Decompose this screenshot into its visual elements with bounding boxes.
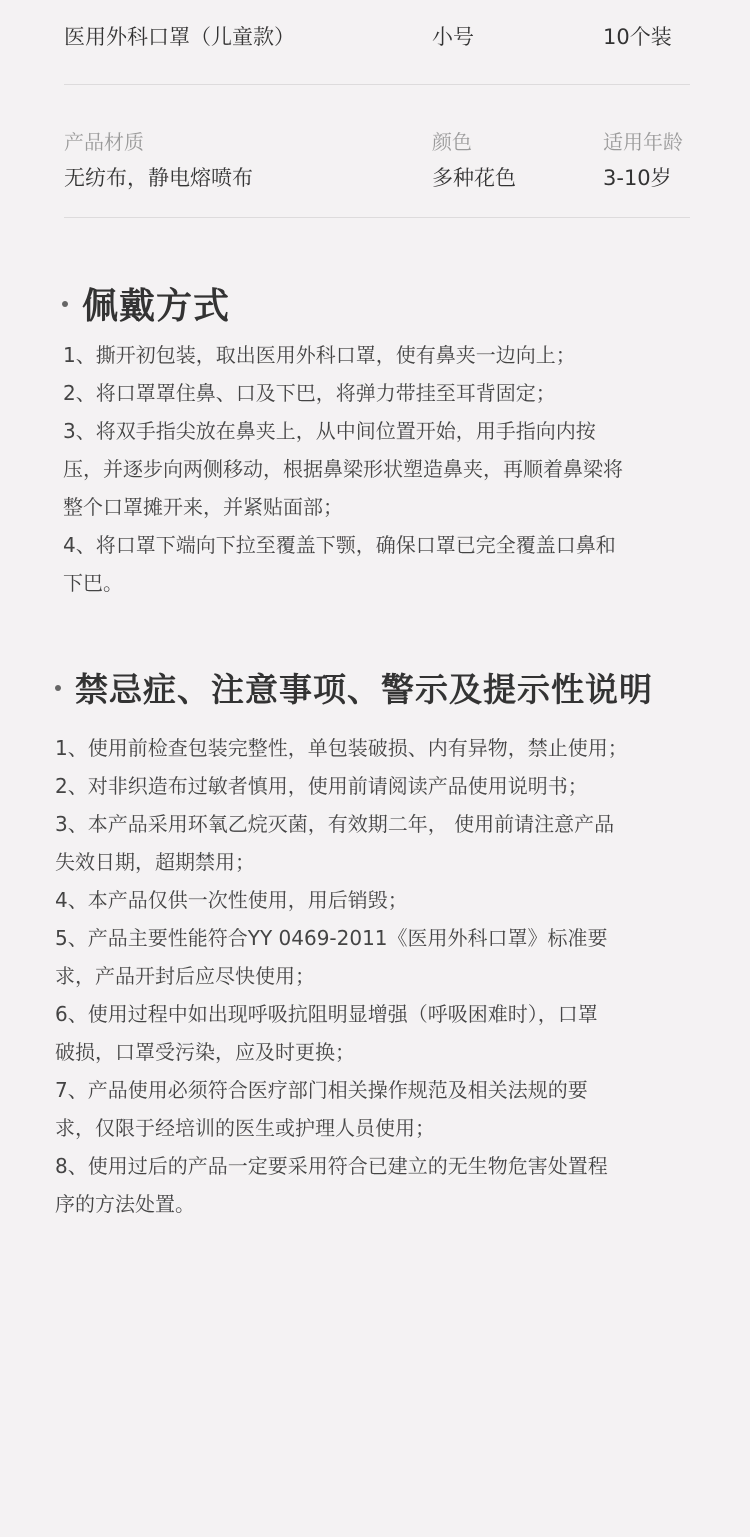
spec-value-age: 3-10岁: [603, 166, 672, 190]
spec-value-material: 无纺布，静电熔喷布: [64, 166, 253, 190]
bullet-dot: [55, 685, 61, 691]
spec-label-age: 适用年龄: [603, 130, 683, 154]
spec-value-name: 医用外科口罩（儿童款）: [64, 25, 295, 49]
wearing-line: 4、将口罩下端向下拉至覆盖下颚，确保口罩已完全覆盖口鼻和: [63, 533, 616, 557]
wearing-line: 1、撕开初包装，取出医用外科口罩，使有鼻夹一边向上；: [63, 343, 576, 367]
wearing-instructions: [63, 336, 623, 602]
warnings-list: [55, 729, 628, 1223]
warning-line: 7、产品使用必须符合医疗部门相关操作规范及相关法规的要: [55, 1078, 588, 1102]
warning-line: 5、产品主要性能符合YY 0469-2011《医用外科口罩》标准要: [55, 926, 608, 950]
spec-value-quantity: 10个装: [603, 25, 672, 49]
spec-row-2: [64, 85, 690, 218]
warnings-section-title: [55, 664, 653, 711]
warning-line: 4、本产品仅供一次性使用，用后销毁；: [55, 888, 408, 912]
wearing-title-text: 佩戴方式: [82, 286, 231, 327]
warnings-title-text: 禁忌症、注意事项、警示及提示性说明: [75, 670, 653, 709]
warning-line: 6、使用过程中如出现呼吸抗阻明显增强（呼吸困难时），口罩: [55, 1002, 598, 1026]
warning-line: 3、本产品采用环氧乙烷灭菌，有效期二年， 使用前请注意产品: [55, 812, 615, 836]
wearing-line: 整个口罩摊开来，并紧贴面部；: [63, 495, 343, 519]
spec-label-color: 颜色: [432, 130, 472, 154]
wearing-line: 下巴。: [63, 571, 123, 595]
warning-line: 8、使用过后的产品一定要采用符合已建立的无生物危害处置程: [55, 1154, 608, 1178]
warning-line: 1、使用前检查包装完整性，单包装破损、内有异物，禁止使用；: [55, 736, 628, 760]
spec-row-1: [64, 0, 690, 85]
warning-line: 序的方法处置。: [55, 1192, 195, 1216]
warning-line: 2、对非织造布过敏者慎用，使用前请阅读产品使用说明书；: [55, 774, 588, 798]
spec-value-size: 小号: [432, 25, 474, 49]
spec-value-color: 多种花色: [432, 166, 516, 190]
wearing-line: 2、将口罩罩住鼻、口及下巴，将弹力带挂至耳背固定；: [63, 381, 556, 405]
warning-line: 求，仅限于经培训的医生或护理人员使用；: [55, 1116, 435, 1140]
wearing-section-title: [62, 278, 230, 329]
warning-line: 失效日期，超期禁用；: [55, 850, 255, 874]
wearing-line: 3、将双手指尖放在鼻夹上，从中间位置开始，用手指向内按: [63, 419, 596, 443]
warning-line: 求，产品开封后应尽快使用；: [55, 964, 315, 988]
wearing-line: 压，并逐步向两侧移动，根据鼻梁形状塑造鼻夹，再顺着鼻梁将: [63, 457, 623, 481]
spec-label-material: 产品材质: [64, 130, 144, 154]
bullet-dot: [62, 301, 68, 307]
warning-line: 破损，口罩受污染，应及时更换；: [55, 1040, 355, 1064]
